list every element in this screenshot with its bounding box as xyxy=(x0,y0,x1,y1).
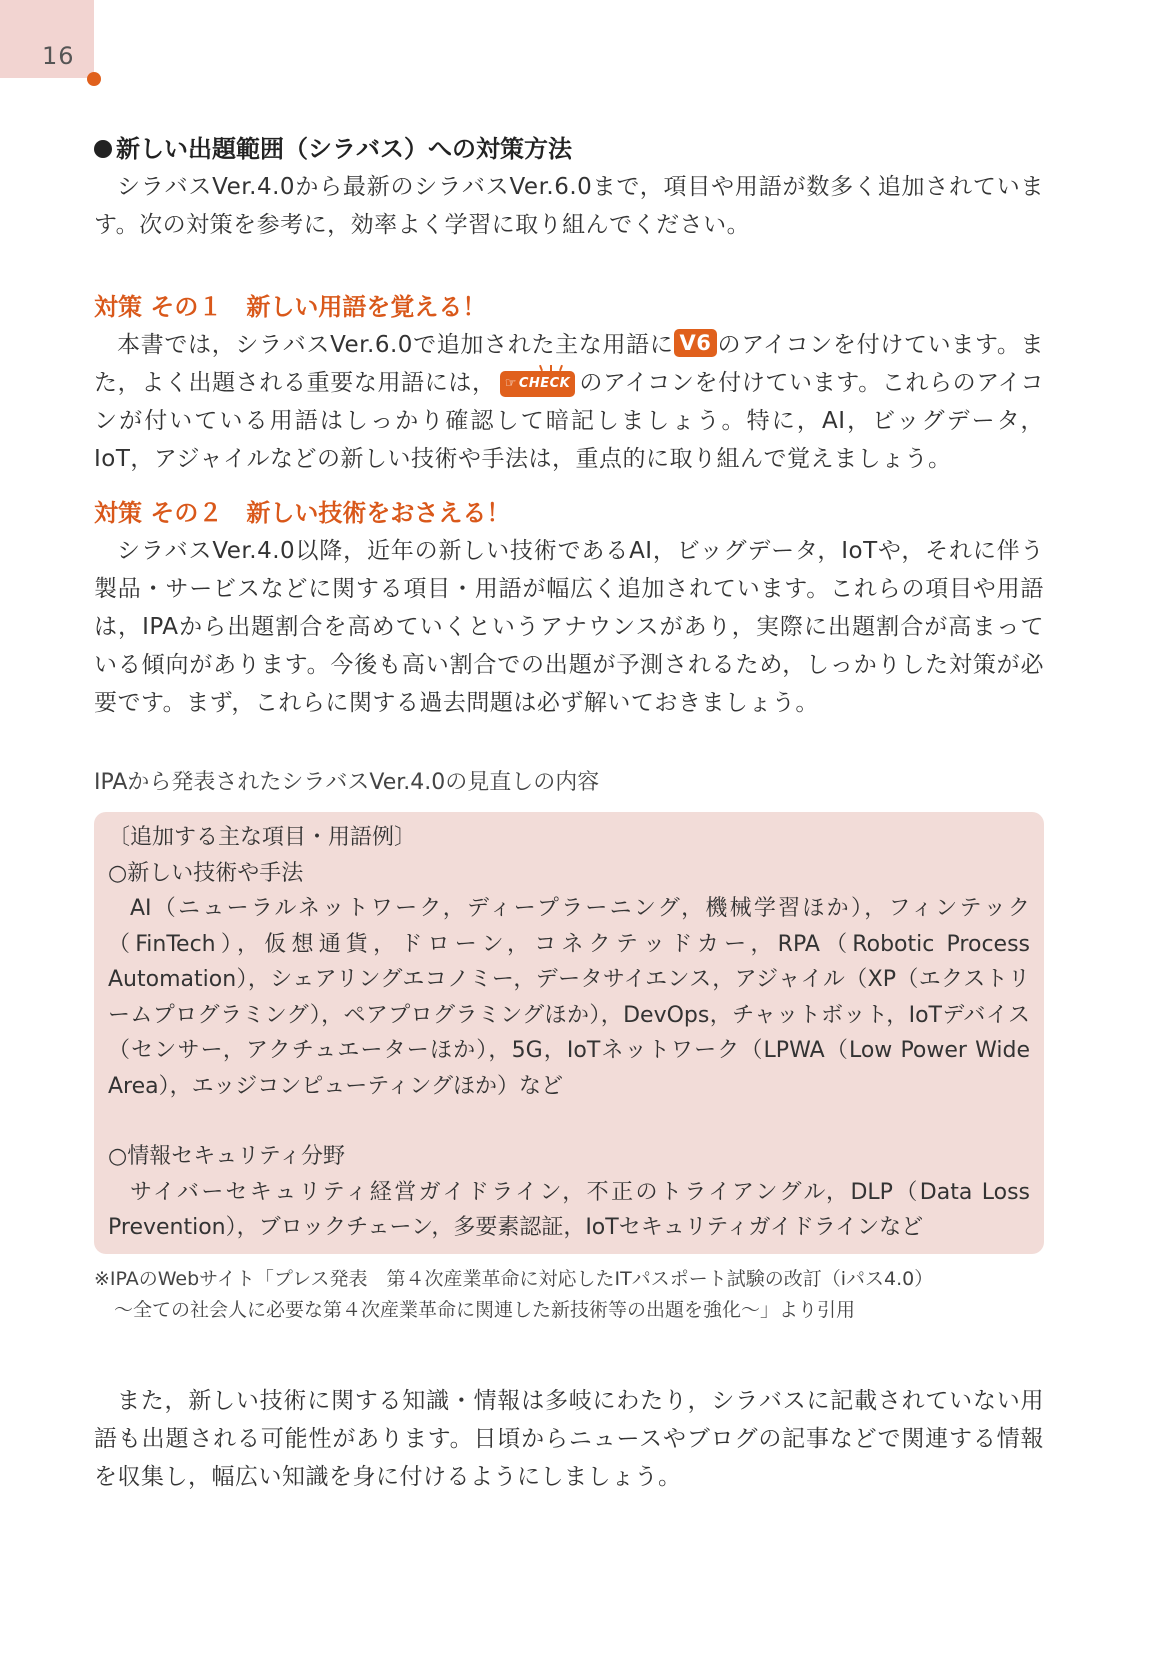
bullet-icon xyxy=(94,140,112,158)
measure1-text-c: のアイコンを付けています。これらのアイコンが付いている用語はしっかり確認して暗記しましょう。特に，AI，ビッグデータ，IoT，アジャイルなどの新しい技術や手法は，重点的に取り組んで覚えましょう。 xyxy=(94,370,1045,472)
check-badge-icon xyxy=(500,371,576,397)
main-heading xyxy=(94,130,1044,168)
page-number: 16 xyxy=(42,42,75,70)
box-spacer xyxy=(108,1104,1030,1139)
syllabus-box xyxy=(94,812,1044,1254)
box-title: 〔追加する主な項目・用語例〕 xyxy=(108,825,417,850)
box-section1-text: AI（ニューラルネットワーク，ディープラーニング，機械学習ほか），フィンテック（FinTech），仮想通貨，ドローン，コネクテッドカー，RPA（Robotic Process Automation），シェアリングエコノミー，データサイエンス，アジャイル（XP（エクストリームプログラミング），ペアプログラミングほか），DevOps，チャットボット，IoTデバイス（センサー，アクチュエーターほか），5G，IoTネットワーク（LPWA（Low Power Wide Area），エッジコンピューティングほか）など xyxy=(108,896,1030,1099)
v6-badge-icon: V6 xyxy=(674,329,718,357)
box-section2-title: ○情報セキュリティ分野 xyxy=(108,1144,345,1169)
source-note-line2: ～全ての社会人に必要な第４次産業革命に関連した新技術等の出題を強化～」より引用 xyxy=(114,1298,856,1321)
source-note-line1: ※IPAのWebサイト「プレス発表 第４次産業革命に対応したITパスポート試験の改訂（iパス4.0） xyxy=(94,1267,934,1290)
measure2-paragraph: シラバスVer.4.0以降，近年の新しい技術であるAI，ビッグデータ，IoTや，それに伴う製品・サービスなどに関する項目・用語が幅広く追加されています。これらの項目や用語は，IPAから出題割合を高めていくというアナウンスがあり，実際に出題割合が高まっている傾向があります。今後も高い割合での出題が予測されるため，しっかりした対策が必要です。まず，これらに関する過去問題は必ず解いておきましょう。 xyxy=(94,538,1044,716)
page-dot xyxy=(87,72,101,86)
measure1-heading: 対策 その１ 新しい用語を覚える！ xyxy=(94,293,487,321)
intro-paragraph: シラバスVer.4.0から最新のシラバスVer.6.0まで，項目や用語が数多く追加されています。次の対策を参考に，効率よく学習に取り組んでください。 xyxy=(94,174,1044,238)
measure2-heading: 対策 その２ 新しい技術をおさえる！ xyxy=(94,499,511,527)
check-badge-label: CHECK xyxy=(518,376,571,391)
box-caption: IPAから発表されたシラバスVer.4.0の見直しの内容 xyxy=(94,770,600,795)
main-heading-text: 新しい出題範囲（シラバス）への対策方法 xyxy=(116,135,572,163)
closing-paragraph: また，新しい技術に関する知識・情報は多岐にわたり，シラバスに記載されていない用語も出題される可能性があります。日頃からニュースやブログの記事などで関連する情報を収集し，幅広い知識を身に付けるようにしましょう。 xyxy=(94,1387,1044,1490)
measure1-text-a: 本書では，シラバスVer.6.0で追加された主な用語に xyxy=(117,332,674,358)
box-section2-text: サイバーセキュリティ経営ガイドライン，不正のトライアングル，DLP（Data Loss Prevention），ブロックチェーン，多要素認証，IoTセキュリティガイドラインなど xyxy=(108,1179,1030,1240)
page-content xyxy=(94,130,1044,1496)
measure1-text-b: のアイコンを付けています。また，よく出題される重要な用語には， xyxy=(94,332,1044,396)
pointing-hand-icon: ☞ xyxy=(504,376,517,391)
box-section1-title: ○新しい技術や手法 xyxy=(108,860,304,886)
measure1-paragraph xyxy=(94,326,1044,478)
